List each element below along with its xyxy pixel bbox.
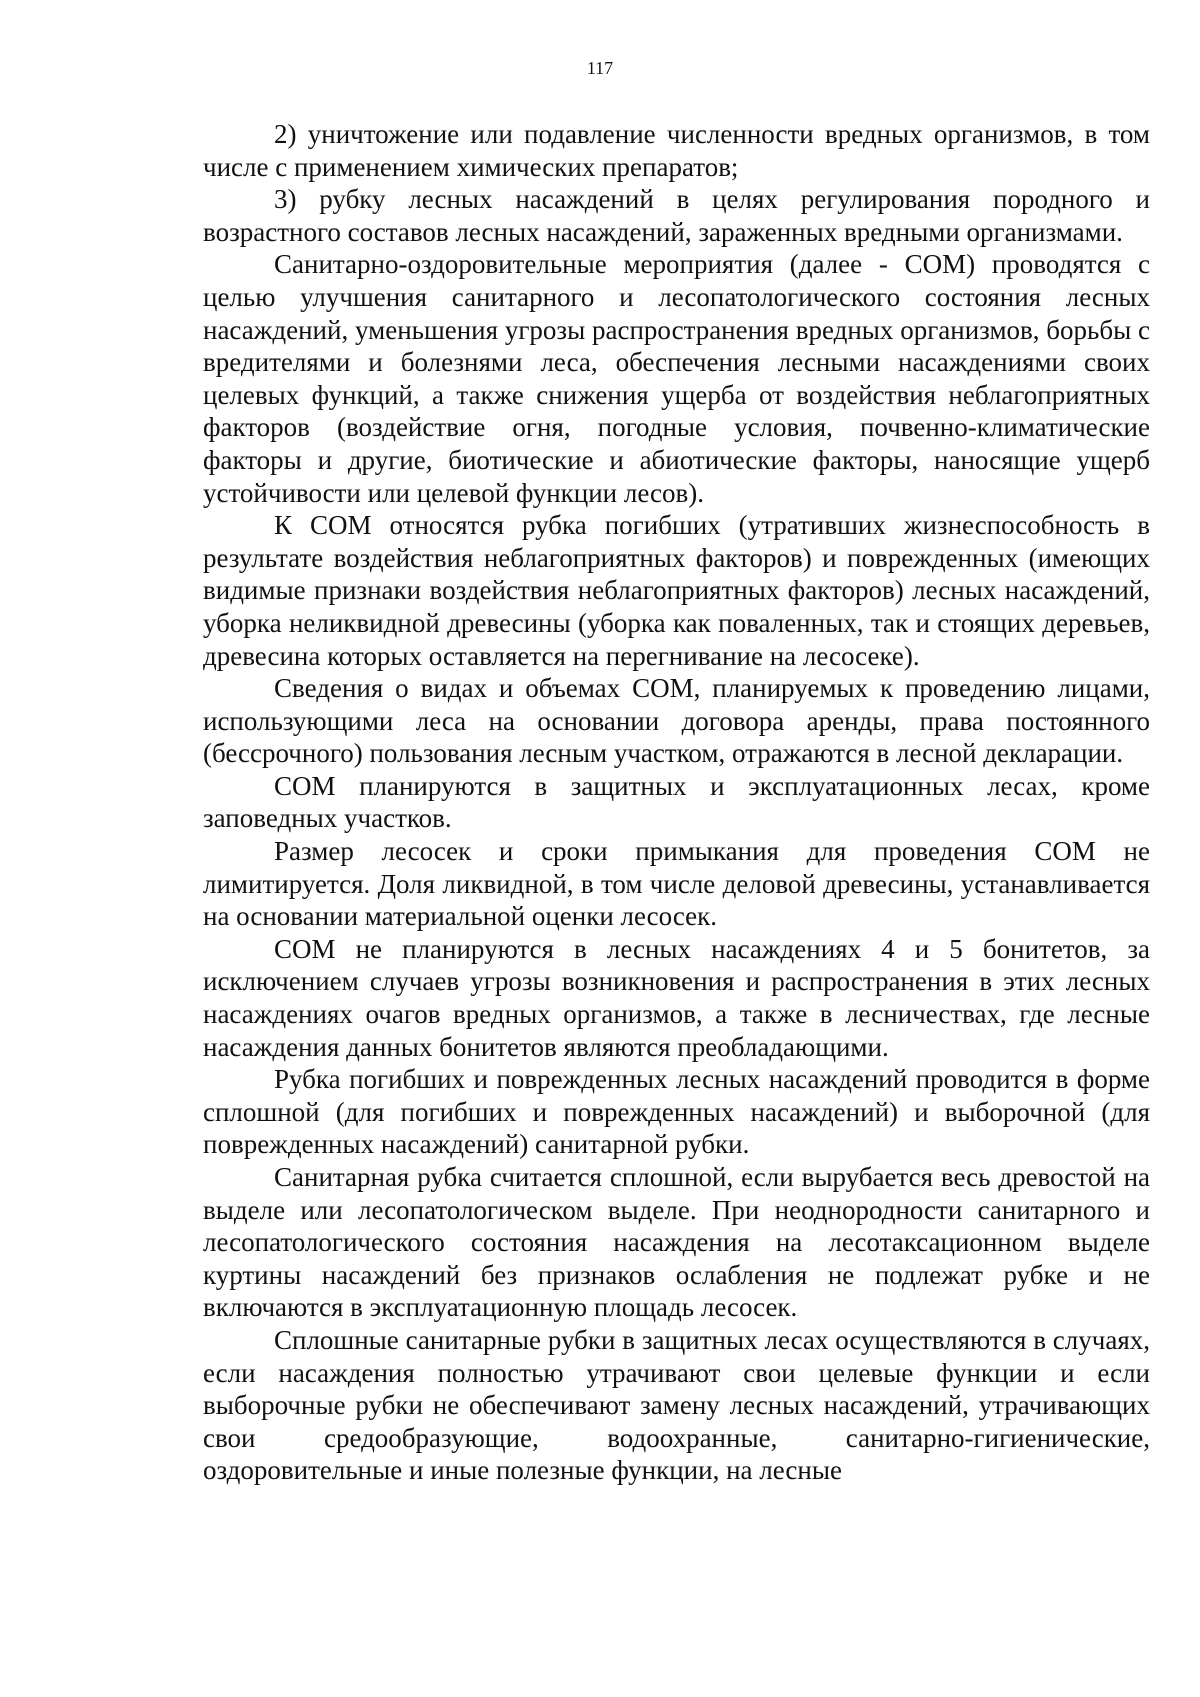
paragraph-som-definition: Санитарно-оздоровительные мероприятия (далее - СОМ) проводятся с целью улучшения санитарного и лесопатологического состояния лесных насаждений, уменьшения угрозы распространения вредных организмов, борьбы с вредителями и болезнями леса, обеспечения лесными насаждениями своих целевых функций, а также снижения ущерба от воздействия неблагоприятных факторов (воздействие огня, погодные условия, почвенно-климатические факторы и другие, биотические и абиотические факторы, наносящие ущерб устойчивости или целевой функции лесов). [203,249,1150,508]
paragraph-som-includes: К СОМ относятся рубка погибших (утративших жизнеспособность в результате воздействия неблагоприятных факторов) и поврежденных (имеющих видимые признаки воздействия неблагоприятных факторов) лесных насаждений, уборка неликвидной древесины (уборка как поваленных, так и стоящих деревьев, древесина которых оставляется на перегнивание на лесосеке). [203,510,1150,671]
paragraph-cutting-size: Размер лесосек и сроки примыкания для проведения СОМ не лимитируется. Доля ликвидной, в том числе деловой древесины, устанавливается на основании материальной оценки лесосек. [203,836,1150,932]
paragraph-item-2: 2) уничтожение или подавление численности вредных организмов, в том числе с применением химических препаратов; [203,119,1150,182]
paragraph-cutting-forms: Рубка погибших и поврежденных лесных насаждений проводится в форме сплошной (для погибших и поврежденных насаждений) и выборочной (для поврежденных насаждений) санитарной рубки. [203,1064,1150,1160]
document-body [203,118,1150,1487]
paragraph-protective-forests: Сплошные санитарные рубки в защитных лесах осуществляются в случаях, если насаждения полностью утрачивают свои целевые функции и если выборочные рубки не обеспечивают замену лесных насаждений, утрачивающих свои средообразующие, водоохранные, санитарно-гигиенические, оздоровительные и иные полезные функции, на лесные [203,1324,1150,1486]
page-number: 117 [586,58,614,78]
paragraph-item-3: 3) рубку лесных насаждений в целях регулирования породного и возрастного составов лесных насаждений, зараженных вредными организмами. [203,184,1150,247]
paragraph-som-declaration: Сведения о видах и объемах СОМ, планируемых к проведению лицами, использующими леса на основании договора аренды, права постоянного (бессрочного) пользования лесным участком, отражаются в лесной декларации. [203,673,1150,769]
paragraph-clear-cutting-definition: Санитарная рубка считается сплошной, если вырубается весь древостой на выделе или лесопатологическом выделе. При неоднородности санитарного и лесопатологического состояния насаждения на лесотаксационном выделе куртины насаждений без признаков ослабления не подлежат рубке и не включаются в эксплуатационную площадь лесосек. [203,1162,1150,1323]
paragraph-som-planning: СОМ планируются в защитных и эксплуатационных лесах, кроме заповедных участков. [203,770,1150,834]
paragraph-bonitet-exclusion: СОМ не планируются в лесных насаждениях 4 и 5 бонитетов, за исключением случаев угрозы возникновения и распространения в этих лесных насаждениях очагов вредных организмов, а также в лесничествах, где лесные насаждения данных бонитетов являются преобладающими. [203,933,1150,1062]
